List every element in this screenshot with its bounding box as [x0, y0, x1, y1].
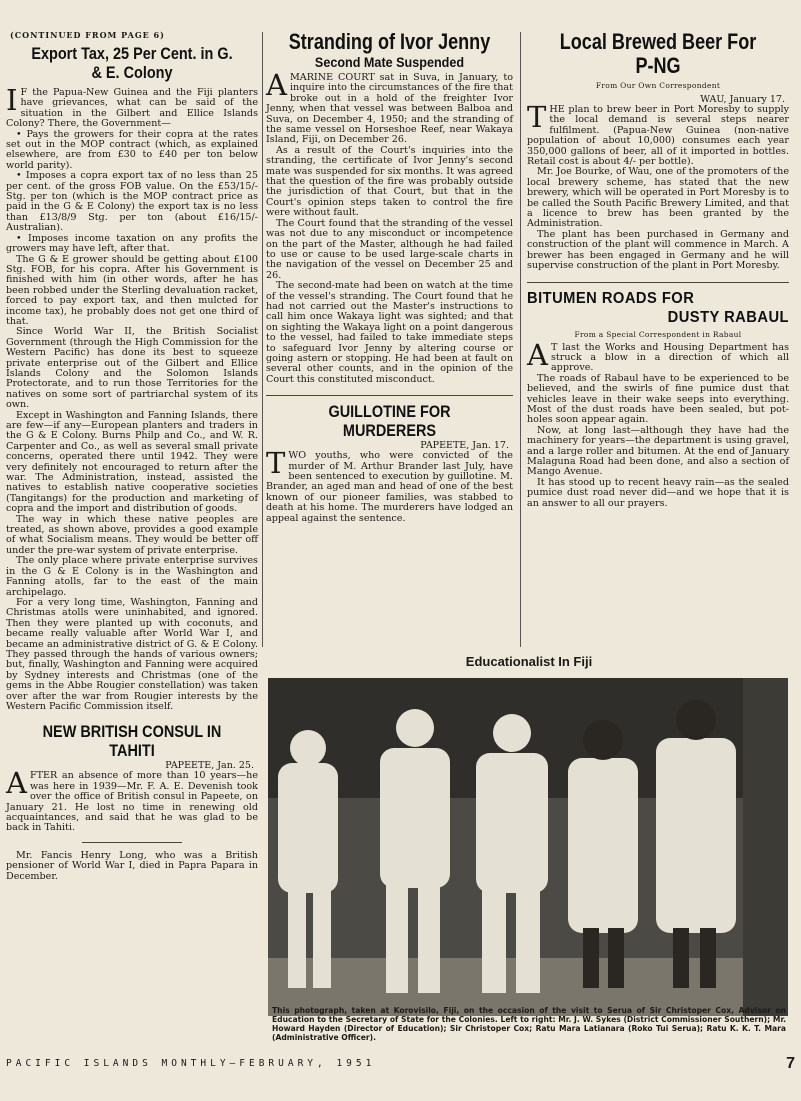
- paragraph: The roads of Rabaul have to be experienced to be believed, and the swirls of fine pumice dust that vehicles leave in their wake seeps into everything. Most of the dust roads have been sealed, but pot-holes soon appear again.: [527, 372, 789, 426]
- drop-cap: A: [266, 68, 287, 102]
- paragraph: HE plan to brew beer in Port Moresby to supply the local demand is several steps nearer fulfilment. (Papua-New Guinea (non-native population of about 10,000) consumes each year 350,000 gallons of beer, all of it imported in bottles. Retail cost is about 4/- per bottle).: [527, 104, 789, 168]
- paragraph: • Imposes a copra export tax of no less than 25 per cent. of the gross FOB value. On the £53/15/- Stg. per ton (which is the MOP contract price as paid in the G & E Colony) the export tax is no less than £13/8/9 Stg. per ton (about £16/15/- Australian).: [6, 170, 258, 234]
- story-ivor-jenny: [266, 30, 513, 385]
- drop-cap: T: [266, 446, 286, 481]
- paragraph: The G & E grower should be getting about £100 Stg. FOB, for his copra. After his Government is finished with him (in other words, after he has been robbed under the Sterling devaluation racket, forced to pay export tax, and then mulcted for income tax), he probably does not get one third of that.: [6, 253, 258, 327]
- headline-british-consul: NEW BRITISH CONSUL IN TAHITI: [42, 722, 222, 761]
- paragraph: T last the Works and Housing Department has struck a blow in a direction of which all approve.: [550, 341, 789, 374]
- paragraph: It has stood up to recent heavy rain—as the sealed pumice dust road never did—and we hope that it is an answer to all our prayers.: [527, 476, 789, 509]
- body-bitumen-roads: [527, 337, 789, 510]
- body-ivor-jenny: [266, 68, 513, 385]
- story-local-beer: [527, 30, 789, 272]
- story-guillotine: [266, 402, 513, 524]
- drop-cap: A: [6, 766, 27, 801]
- photo-caption: This photograph, taken at Korovisilo, Fiji, on the occasion of the visit to Serua of Sir Christoper Cox, Advisor on Education to the Secretary of State for the Colonies. Left to right: Mr. J. W. Sykes (District Commissioner Southern); Mr. Howard Hayden (Director of Education); Sir Christoper Cox; Ratu Mara Latianara (Roko Tui Serua); Ratu K. K. T. Mara (Administrative Officer).: [272, 1006, 786, 1042]
- drop-cap: I: [6, 83, 18, 117]
- photo-image: [268, 678, 788, 1016]
- body-export-tax: [6, 83, 258, 712]
- paragraph: Since World War II, the British Socialist Government (through the High Commission for the Western Pacific) has done its best to squeeze private enterprise out of the Gilbert and Ellice Islands Colony and the Solomon Islands Protectorate, and to run those Territories for the natives on some sort of partriarchal system of its own.: [6, 326, 258, 411]
- headline-guillotine: GUILLOTINE FOR MURDERERS: [328, 402, 451, 441]
- story-bitumen-roads: [527, 289, 789, 510]
- paragraph: The way in which these native peoples are treated, as shown above, provides a good example of what Socialism means. They would be better off under the pre-war system of private enterprise.: [6, 513, 258, 556]
- group-photo: [268, 678, 788, 1016]
- headline-export-tax: Export Tax, 25 Per Cent. in G. & E. Colony: [31, 44, 233, 82]
- paragraph: Now, at long last—although they have had the machinery for years—the department is using gravel, and a large roller and bitumen. At the end of January Malaguna Road had been done, and also a section of Mango Avenue.: [527, 424, 789, 478]
- page-number: 7: [786, 1055, 795, 1072]
- paragraph: Except in Washington and Fanning Islands, there are few—if any—European planters and traders in the G & E Colony. Burns Philp and Co., and W. R. Carpenter and Co., as well as several small private concerns, operated there until 1942. They were very definitely not encouraged to return after the war. The Administration, instead, assisted the natives to establish native cooperative societies (Tangitangs) for the production and marketing of copra and the import and distribution of goods.: [6, 409, 258, 515]
- paragraph: • Pays the growers for their copra at the rates set out in the MOP contract (which, as explained elsewhere, are from £30 to £40 per ton below world parity).: [6, 128, 258, 171]
- divider: [82, 842, 183, 843]
- drop-cap: T: [527, 100, 547, 134]
- column-right: [527, 30, 789, 519]
- story-british-consul: [6, 722, 258, 882]
- headline-local-beer: Local Brewed Beer For P-NG: [559, 29, 757, 78]
- column-rule: [520, 32, 521, 647]
- paragraph: Mr. Joe Bourke, of Wau, one of the promoters of the local brewery scheme, has stated that the new brewery, which will be operated in Port Moresby is to be called the South Pacific Brewery Limited, and that a licence to brew has been granted by the Administration.: [527, 166, 789, 230]
- footer-title: PACIFIC ISLANDS MONTHLY—FEBRUARY, 1951: [6, 1058, 376, 1069]
- body-local-beer: [527, 100, 789, 272]
- column-left: [6, 30, 258, 892]
- paragraph: For a very long time, Washington, Fanning and Christmas atolls were uninhabited, and ignored. Then they were planted up with coconuts, and became really valuable after World War I, and became an administrative district of G. & E Colony. They passed through the hands of various owners; but, finally, Washington and Fanning were acquired by Sydney interests and Christmas (one of the gems in the Abbe Rougier constellation) was taken over after the war from Rougier interests by the Western Pacific Commission itself.: [6, 596, 258, 712]
- drop-cap: A: [527, 337, 548, 372]
- story-export-tax: [6, 44, 258, 712]
- paragraph: F the Papua-New Guinea and the Fiji planters have grievances, what can be said of the situation in the Gilbert and Ellice Islands Colony? There, the Government—: [6, 87, 258, 130]
- paragraph: FTER an absence of more than 10 years—he was here in 1939—Mr. F. A. E. Devenish took over the office of British consul in Papeete, on January 21. He lost no time in renewing old acquaintances, and said that he was glad to be back in Tahiti.: [6, 770, 258, 834]
- paragraph: The plant has been purchased in Germany and construction of the plant will commence in March. A brewer has been engaged in Germany and he will supervise construction of the plant in Port Moresby.: [527, 228, 789, 272]
- running-footer: [6, 1058, 796, 1069]
- paragraph: As a result of the Court's inquiries into the stranding, the certificate of Ivor Jenny's second mate was suspended for six months. It was agreed that the question of the fire was probably outside the jurisdiction of that Court, but that in the Court's opinion steps taken to control the fire were without fault.: [266, 144, 513, 219]
- headline-ivor-jenny: Stranding of Ivor Jenny: [288, 29, 491, 54]
- paragraph: • Imposes income taxation on any profits the growers may have left, after that.: [6, 232, 258, 255]
- subhead-ivor-jenny: Second Mate Suspended: [314, 54, 465, 70]
- headline-bitumen-1: BITUMEN ROADS FOR: [527, 289, 695, 307]
- byline: From a Special Correspondent in Rabaul: [574, 329, 742, 339]
- dateline: WAU, January 17.: [700, 94, 785, 105]
- paragraph: Mr. Fancis Henry Long, who was a British pensioner of World War I, died in Papra Papara in December.: [6, 849, 258, 882]
- divider: [527, 282, 789, 283]
- dateline: PAPEETE, Jan. 25.: [165, 760, 254, 772]
- paragraph: The only place where private enterprise survives in the G & E Colony is in the Washington and Fanning atolls, far to the east of the main archipelago.: [6, 555, 258, 598]
- paragraph: WO youths, who were convicted of the murder of M. Arthur Brander last July, have been sentenced to execution by guillotine. M. Brander, an aged man and head of one of the best known of our pioneer families, was stabbed to death at his home. The murderers have lodged an appeal against the sentence.: [266, 450, 513, 524]
- paragraph: The second-mate had been on watch at the time of the vessel's stranding. The Court found that he had not carried out the Master's instructions to call him once Wakaya light was sighted; and that on sighting the Wakaya light on a point dangerous to the vessel, had failed to take immediate steps to safeguard Ivor Jenny by altering course or going astern or stopping. He had been at fault on several other counts, and in the opinion of the Court this constituted misconduct.: [266, 280, 513, 385]
- byline: From Our Own Correspondent: [595, 81, 721, 90]
- paragraph: The Court found that the stranding of the vessel was not due to any misconduct or incompetence on the part of the Master, although he had failed to use or cause to be used large-scale charts in the navigation of the vessel on December 25 and 26.: [266, 217, 513, 281]
- dateline: PAPEETE, Jan. 17.: [420, 440, 509, 452]
- column-middle: [266, 30, 513, 534]
- divider: [266, 395, 513, 396]
- continued-note: (CONTINUED FROM PAGE 6): [10, 30, 165, 40]
- headline-bitumen-2: DUSTY RABAUL: [667, 308, 789, 326]
- column-rule: [262, 32, 263, 647]
- paragraph: MARINE COURT sat in Suva, in January, to inquire into the circumstances of the fire that broke out in a hold of the freighter Ivor Jenny, when that vessel was between Balboa and Suva, on December 4, 1950; and the stranding of the same vessel on Horseshoe Reef, near Wakaya Island, Fiji, on December 26.: [266, 72, 513, 146]
- photo-title: Educationalist In Fiji: [465, 654, 593, 669]
